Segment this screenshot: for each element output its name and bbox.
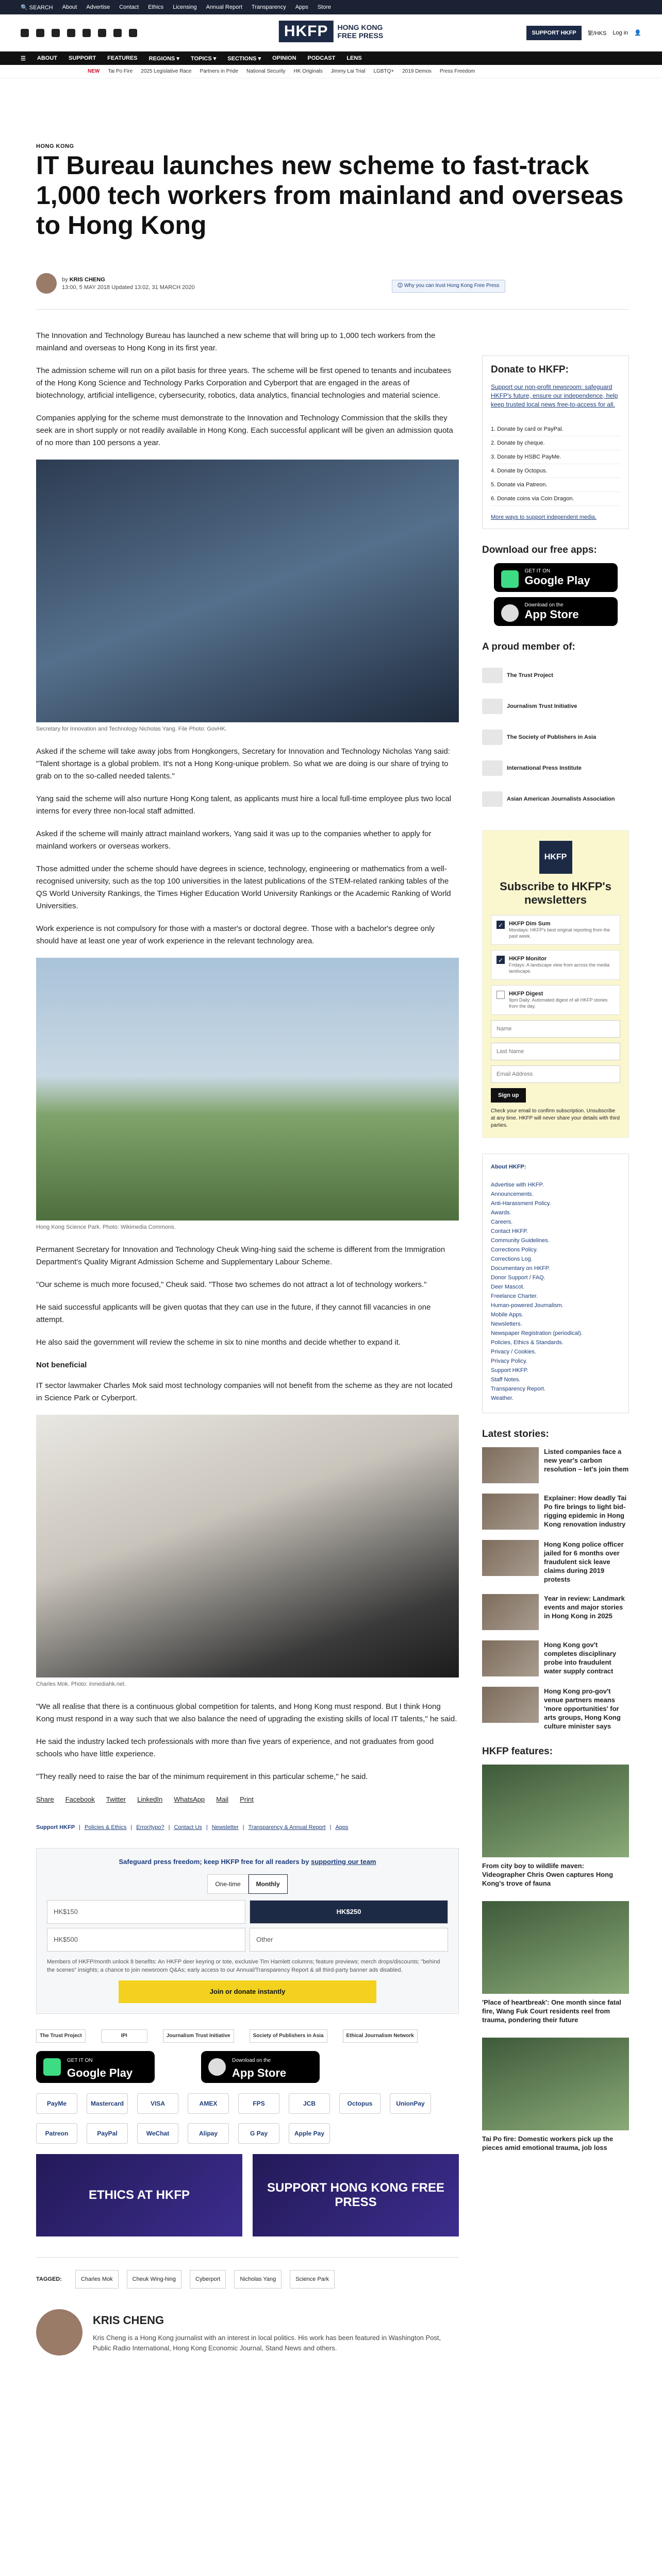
linkedin-icon[interactable] xyxy=(98,29,106,37)
badge-small-text: GET IT ON xyxy=(524,568,551,574)
subnav-item[interactable]: 2019 Demos xyxy=(402,69,432,74)
about-link[interactable]: Documentary on HKFP. xyxy=(491,1265,550,1272)
option-desc: Mondays: HKFP's best original reporting from the past week. xyxy=(509,927,610,939)
membership-description: Members of HKFP/month unlock 8 benefits: An HKFP deer keyring or tote, exclusive Tim Hamlett columns; feature previews; merch drops/discounts; "behind the scenes" insights; a chance to join newsroom Q&As; early access to our Annual/Transparency Report & all third-party banner ads disabled. xyxy=(47,1959,440,1973)
about-link[interactable]: Policies, Ethics & Standards. xyxy=(491,1340,564,1346)
app-badges xyxy=(36,2051,459,2083)
donate-option[interactable]: 2. Donate by cheque. xyxy=(491,436,620,450)
latest-stories xyxy=(482,1429,629,1731)
trust-link[interactable]: 🛈 Why you can trust Hong Kong Free Press xyxy=(392,280,505,293)
threads-icon[interactable] xyxy=(67,29,75,37)
badge-big-text: Google Play xyxy=(524,573,590,587)
photo-nicholas-yang xyxy=(36,460,459,722)
story-thumbnail xyxy=(482,1594,539,1630)
tag[interactable]: Cheuk Wing-hing xyxy=(127,2270,181,2289)
newsletter-logo: HKFP xyxy=(539,841,572,874)
newsletter-signup xyxy=(482,830,629,1138)
paragraph: Asked if the scheme will take away jobs from Hongkongers, Secretary for Innovation and Technology Nicholas Yang said: "Talent shortage is a global problem. It's not a Hong Kong-unique problem. So what we are doing is our share of trying to grab on to the so-called needed talents." xyxy=(36,747,450,781)
about-link[interactable]: Announcements. xyxy=(491,1191,534,1197)
subnav-item[interactable]: Tai Po Fire xyxy=(108,69,133,74)
payment-logo: AMEX xyxy=(188,2093,229,2114)
language-toggle[interactable]: 繁/HKS xyxy=(587,30,607,37)
share-twitter[interactable]: Twitter xyxy=(106,1795,126,1803)
option-name: HKFP Monitor xyxy=(509,956,547,962)
topbar-link-licensing[interactable]: Licensing xyxy=(173,4,197,10)
option-desc: Fridays: A landscape view from across the media landscape. xyxy=(509,962,610,974)
amount-option-other[interactable]: Other xyxy=(250,1928,448,1952)
author-bio: Kris Cheng is a Hong Kong journalist with an interest in local politics. His work has been featured in Washington Post, Public Radio International, Hong Kong Economic Journal, Stand News and others. xyxy=(93,2334,441,2352)
member-logo[interactable]: International Press Institute xyxy=(482,753,629,784)
about-link[interactable]: Community Guidelines. xyxy=(491,1238,550,1244)
feature-headline: Tai Po fire: Domestic workers pick up the pieces amid emotional trauma, job loss xyxy=(482,2135,614,2151)
nav-item-podcast[interactable]: PODCAST xyxy=(307,55,336,61)
payment-logo: G Pay xyxy=(238,2123,279,2144)
donation-heading xyxy=(47,1856,448,1868)
promo-banners xyxy=(36,2154,459,2236)
nav-item-opinion[interactable]: OPINION xyxy=(272,55,296,61)
option-name: HKFP Dim Sum xyxy=(509,921,551,927)
nav-item-features[interactable]: FEATURES xyxy=(107,55,138,61)
badge-small-text: Download on the xyxy=(524,602,564,608)
app-store-badge[interactable] xyxy=(201,2051,320,2083)
sopa-logo[interactable]: Society of Publishers in Asia xyxy=(250,2029,327,2043)
topbar-link-annual-report[interactable]: Annual Report xyxy=(206,4,242,10)
payment-logo: WeChat xyxy=(137,2123,178,2144)
story-thumbnail xyxy=(482,1640,539,1676)
subnav-item[interactable]: 2025 Legislative Race xyxy=(141,69,192,74)
error-typo-link[interactable]: Error/typo? xyxy=(136,1824,164,1831)
author-bio-box xyxy=(36,2309,459,2355)
ethics-promo[interactable]: ETHICS AT HKFP xyxy=(36,2154,242,2236)
sidebar-heading: Latest stories: xyxy=(482,1429,549,1439)
figure-science-park xyxy=(36,958,459,1231)
ipi-logo[interactable]: IPI xyxy=(101,2029,147,2043)
latest-story[interactable] xyxy=(482,1687,629,1731)
option-name: HKFP Digest xyxy=(509,991,543,997)
about-link[interactable]: Staff Notes. xyxy=(491,1377,521,1383)
contact-link[interactable]: Contact Us xyxy=(174,1824,202,1831)
sidebar-donate-card xyxy=(482,355,629,529)
google-play-icon xyxy=(43,2058,61,2076)
newsletter-option[interactable] xyxy=(491,950,620,980)
donation-heading-text: Safeguard press freedom; keep HKFP free for all readers by xyxy=(119,1858,309,1866)
subnav-item[interactable]: Jimmy Lai Trial xyxy=(330,69,366,74)
more-ways-link[interactable]: More ways to support independent media. xyxy=(491,514,597,520)
logo-mark: HKFP xyxy=(279,21,334,42)
about-link[interactable]: Corrections Policy. xyxy=(491,1247,538,1253)
frequency-toggle xyxy=(47,1874,448,1894)
hkfp-features xyxy=(482,1746,629,2152)
subnav-item[interactable]: National Security xyxy=(246,69,286,74)
newsletter-option[interactable] xyxy=(491,915,620,945)
payment-logo: FPS xyxy=(238,2093,279,2114)
about-links xyxy=(491,1179,620,1404)
about-link[interactable]: Privacy Policy. xyxy=(491,1358,527,1364)
member-logo[interactable]: Journalism Trust Initiative xyxy=(482,691,629,722)
checkbox[interactable]: ✓ xyxy=(496,921,505,929)
share-facebook[interactable]: Facebook xyxy=(65,1795,95,1803)
paragraph: "Our scheme is much more focused," Cheuk said. "Those two schemes do not attract a lot of technology workers." xyxy=(36,1280,427,1289)
payment-logo: JCB xyxy=(289,2093,330,2114)
article-title: IT Bureau launches new scheme to fast-track 1,000 tech workers from mainland and overseas to Hong Kong xyxy=(36,151,624,240)
youtube-icon[interactable] xyxy=(113,29,122,37)
figure-nicholas-yang xyxy=(36,460,459,733)
about-link[interactable]: Freelance Charter. xyxy=(491,1293,538,1299)
sidebar-heading: Download our free apps: xyxy=(482,545,597,555)
amount-option[interactable]: HK$150 xyxy=(47,1900,245,1924)
checkbox[interactable] xyxy=(496,991,505,999)
last-name-input[interactable] xyxy=(491,1043,620,1060)
amount-options xyxy=(47,1900,448,1952)
apps-link[interactable]: Apps xyxy=(335,1824,349,1831)
topbar-link-contact[interactable]: Contact xyxy=(119,4,139,10)
social-links xyxy=(21,29,137,37)
nav-item-about[interactable]: ABOUT xyxy=(37,55,57,61)
about-link[interactable]: Corrections Log. xyxy=(491,1256,533,1262)
nav-item-support[interactable]: SUPPORT xyxy=(68,55,96,61)
photo-caption: Hong Kong Science Park. Photo: Wikimedia Commons. xyxy=(36,1224,176,1230)
paragraph: Permanent Secretary for Innovation and Technology Cheuk Wing-hing said the scheme is different from the Immigration Department's Quality Migrant Admission Scheme and Supplementary Labour Scheme. xyxy=(36,1245,445,1266)
latest-list xyxy=(482,1447,629,1731)
payment-logo: VISA xyxy=(137,2093,178,2114)
photo-charles-mok xyxy=(36,1415,459,1677)
subnav-item[interactable]: Partners in Pride xyxy=(200,69,239,74)
payment-logo: UnionPay xyxy=(390,2093,431,2114)
transparency-link[interactable]: Transparency & Annual Report xyxy=(248,1824,326,1831)
about-hkfp-card xyxy=(482,1154,629,1413)
member-logo-icon xyxy=(482,760,503,776)
facebook-icon[interactable] xyxy=(21,29,29,37)
jti-logo[interactable]: Journalism Trust Initiative xyxy=(163,2029,234,2043)
author-link[interactable]: KRIS CHENG xyxy=(69,276,105,283)
newsletter-note: Check your email to confirm subscription. Unsubscribe at any time. HKFP will never share your details with third parties. xyxy=(491,1108,620,1128)
payment-logo: Octopus xyxy=(339,2093,380,2114)
latest-story[interactable] xyxy=(482,1640,629,1676)
author-avatar xyxy=(36,273,57,294)
account-icon[interactable]: 👤 xyxy=(634,30,641,36)
apple-icon xyxy=(208,2058,226,2076)
payment-logo: Apple Pay xyxy=(289,2123,330,2144)
payment-logo: Mastercard xyxy=(87,2093,128,2114)
about-link[interactable]: Newspaper Registration (periodical). xyxy=(491,1330,583,1336)
paragraph: "They really need to raise the bar of the minimum requirement in this particular scheme," he said. xyxy=(36,1772,368,1781)
amount-option-selected[interactable]: HK$250 xyxy=(250,1900,448,1924)
paragraph: "We all realise that there is a continuous global competition for talents, and Hong Kong must respond. But I think Hong Kong must respond in a way such that we also balance the need of upgrading the existing skills of local IT talents," he said. xyxy=(36,1702,457,1723)
by-label: by xyxy=(62,276,68,283)
about-link[interactable]: Mobile Apps. xyxy=(491,1312,523,1318)
support-links: Support HKFP | Policies & Ethics | Error/typo? | Contact Us | Newsletter | Transparency & Annual Report | Apps xyxy=(36,1821,459,1834)
proud-member xyxy=(482,641,629,815)
support-hkfp-link[interactable]: Support HKFP xyxy=(36,1824,75,1831)
subheading: Not beneficial xyxy=(36,1361,87,1369)
article-body xyxy=(36,330,459,2355)
payment-logo: Alipay xyxy=(188,2123,229,2144)
about-link[interactable]: Human-powered Journalism. xyxy=(491,1302,564,1309)
about-link[interactable]: Awards. xyxy=(491,1210,511,1216)
about-link[interactable]: Deer Mascot. xyxy=(491,1284,525,1290)
nav-item-lens[interactable]: LENS xyxy=(346,55,362,61)
feature-story[interactable] xyxy=(482,2038,629,2152)
feature-headline: From city boy to wildlife maven: Videographer Chris Owen captures Hong Kong's trove of fauna xyxy=(482,1862,614,1887)
donate-option[interactable]: 6. Donate coins via Coin Dragon. xyxy=(491,492,620,506)
member-logo[interactable]: Asian American Journalists Association xyxy=(482,784,629,815)
apple-icon xyxy=(501,604,519,622)
photo-science-park xyxy=(36,958,459,1221)
badge-small-text: GET IT ON xyxy=(67,2058,93,2063)
share-print[interactable]: Print xyxy=(240,1795,254,1803)
member-logo[interactable]: The Society of Publishers in Asia xyxy=(482,722,629,753)
sidebar-heading: About HKFP: xyxy=(491,1164,526,1170)
donate-option[interactable]: 1. Donate by card or PayPal. xyxy=(491,422,620,436)
login-link[interactable]: Log in xyxy=(613,29,628,36)
main-nav xyxy=(0,52,662,65)
email-input[interactable] xyxy=(491,1065,620,1083)
author-avatar xyxy=(36,2309,82,2355)
member-logo[interactable]: The Trust Project xyxy=(482,660,629,691)
feature-story[interactable] xyxy=(482,1765,629,1888)
sidebar-heading: HKFP features: xyxy=(482,1746,553,1757)
paragraph: He said the industry lacked tech professionals with more than five years of experience, and not graduates from good schools who have little experience. xyxy=(36,1737,434,1758)
search-link[interactable]: 🔍 SEARCH xyxy=(21,4,53,11)
section-label[interactable]: HONG KONG xyxy=(36,143,74,149)
topbar-link-store[interactable]: Store xyxy=(317,4,332,10)
app-store-badge[interactable] xyxy=(494,597,618,626)
donate-lead-link[interactable]: Support our non-profit newsroom: safeguard HKFP's future, ensure our independence, help keep trusted local news free-to-access for all. xyxy=(491,383,618,408)
bluesky-icon[interactable] xyxy=(82,29,91,37)
sidebar xyxy=(482,330,629,2165)
subnav-item[interactable]: Press Freedom xyxy=(439,69,475,74)
donate-option[interactable]: 3. Donate by HSBC PayMe. xyxy=(491,450,620,464)
badge-big-text: App Store xyxy=(524,607,579,621)
share-label: Share xyxy=(36,1795,54,1803)
policies-link[interactable]: Policies & Ethics xyxy=(85,1824,127,1831)
feature-thumbnail xyxy=(482,2038,629,2130)
story-thumbnail xyxy=(482,1494,539,1530)
author-name[interactable]: KRIS CHENG xyxy=(93,2314,164,2327)
story-headline: Hong Kong police officer jailed for 6 months over fraudulent sick leave claims during 2019 protests xyxy=(544,1540,624,1583)
support-promo[interactable]: SUPPORT HONG KONG FREE PRESS xyxy=(253,2154,459,2236)
sidebar-apps xyxy=(482,545,629,626)
divider xyxy=(36,309,629,310)
badge-big-text: App Store xyxy=(232,2066,287,2079)
story-headline: Explainer: How deadly Tai Po fire brings to light bid-rigging epidemic in Hong Kong renovation industry xyxy=(544,1494,627,1528)
tag[interactable]: Charles Mok xyxy=(75,2270,119,2289)
paragraph: Asked if the scheme will mainly attract mainland workers, Yang said it was up to the companies whether to apply for mainland workers or overseas workers. xyxy=(36,829,432,851)
nav-item-sections[interactable]: SECTIONS ▾ xyxy=(227,55,261,62)
feature-story[interactable] xyxy=(482,1901,629,2024)
photo-caption: Charles Mok. Photo: inmediahk.net. xyxy=(36,1681,126,1687)
feature-thumbnail xyxy=(482,1765,629,1857)
donation-widget xyxy=(36,1848,459,2014)
about-link[interactable]: Newsletters. xyxy=(491,1321,522,1327)
latest-story[interactable] xyxy=(482,1494,629,1530)
share-linkedin[interactable]: LinkedIn xyxy=(137,1795,163,1803)
payment-methods xyxy=(36,2093,459,2144)
freq-monthly[interactable]: Monthly xyxy=(249,1874,288,1894)
about-link[interactable]: Weather. xyxy=(491,1395,514,1401)
story-headline: Listed companies face a new year's carbon resolution – let's join them xyxy=(544,1448,629,1473)
paragraph: Companies applying for the scheme must demonstrate to the Innovation and Technology Commission that the skills they seek are in short supply or not readily available in Hong Kong. Each successful applicant will be given an admission quota of no more than 100 persons a year. xyxy=(36,414,453,447)
feature-thumbnail xyxy=(482,1901,629,1994)
paragraph: The admission scheme will run on a pilot basis for three years. The scheme will be first opened to tenants and incubatees of the Hong Kong Science and Technology Parks Corporation and Cyberport that are engaged in the areas of biotechnology, artificial intelligence, cybersecurity, robotics, data analytics, financial technologies and material science. xyxy=(36,366,452,400)
freq-one-time[interactable]: One-time xyxy=(207,1874,248,1894)
story-thumbnail xyxy=(482,1540,539,1576)
newsletter-heading: Subscribe to HKFP's newsletters xyxy=(500,880,611,906)
payment-logo: PayMe xyxy=(36,2093,77,2114)
paragraph: He also said the government will review the scheme in six to nine months and decide whether to expand it. xyxy=(36,1338,401,1347)
newsletter-link[interactable]: Newsletter xyxy=(211,1824,239,1831)
share-mail[interactable]: Mail xyxy=(216,1795,229,1803)
x-icon[interactable] xyxy=(36,29,44,37)
feature-headline: 'Place of heartbreak': One month since fatal fire, Wang Fuk Court residents reel from trauma, pondering their future xyxy=(482,1998,621,2024)
topbar-link-about[interactable]: About xyxy=(62,4,77,10)
feature-list xyxy=(482,1765,629,2152)
support-hkfp-button[interactable]: SUPPORT HKFP xyxy=(526,26,581,40)
google-play-icon xyxy=(501,570,519,588)
paragraph: Those admitted under the scheme should have degrees in science, technology, engineering or mathematics from a well-recognised university, such as the top 100 universities in the latest publications of the STEM-related ranking tables of the QS World University Rankings, the Times Higher Education World University Rankings or the Academic Ranking of World Universities. xyxy=(36,865,451,910)
trust-project-logo[interactable]: The Trust Project xyxy=(36,2029,86,2043)
join-donate-button[interactable]: Join or donate instantly xyxy=(119,1980,376,2003)
photo-caption: Secretary for Innovation and Technology Nicholas Yang. File Photo: GovHK. xyxy=(36,726,227,732)
paragraph: The Innovation and Technology Bureau has launched a new scheme that will bring up to 1,000 tech workers from the mainland and overseas to Hong Kong in its first year. xyxy=(36,331,436,352)
story-thumbnail xyxy=(482,1447,539,1483)
member-logo-icon xyxy=(482,791,503,807)
story-thumbnail xyxy=(482,1687,539,1723)
topbar-link-transparency[interactable]: Transparency xyxy=(251,4,286,10)
newsletter-option[interactable] xyxy=(491,985,620,1015)
payment-logo: PayPal xyxy=(87,2123,128,2144)
option-desc: 9pm Daily: Automated digest of all HKFP stories from the day. xyxy=(509,997,608,1009)
top-utility-bar xyxy=(0,0,662,14)
about-link[interactable]: Careers. xyxy=(491,1219,513,1225)
nav-item-topics[interactable]: TOPICS ▾ xyxy=(190,55,217,62)
name-input[interactable] xyxy=(491,1020,620,1038)
latest-story[interactable] xyxy=(482,1447,629,1483)
latest-story[interactable] xyxy=(482,1540,629,1584)
topbar-link-ethics[interactable]: Ethics xyxy=(148,4,164,10)
about-link[interactable]: Transparency Report. xyxy=(491,1386,545,1392)
paragraph: IT sector lawmaker Charles Mok said most technology companies will not benefit from the scheme as they are not located in Science Park or Cyberport. xyxy=(36,1381,453,1402)
byline xyxy=(36,273,195,294)
sidebar-heading: Donate to HKFP: xyxy=(491,364,569,375)
trending-subnav xyxy=(0,65,662,78)
topbar-link-advertise[interactable]: Advertise xyxy=(86,4,110,10)
donate-option[interactable]: 5. Donate via Patreon. xyxy=(491,478,620,492)
search-label: SEARCH xyxy=(29,4,53,11)
publish-date: 13:00, 5 MAY 2018 Updated 13:02, 31 MARCH 2020 xyxy=(62,284,195,291)
member-logo-icon xyxy=(482,668,503,683)
paragraph: He said successful applicants will be given quotas that they can use in the future, if they cannot fill vacancies in one attempt. xyxy=(36,1303,431,1324)
instagram-icon[interactable] xyxy=(52,29,60,37)
story-headline: Hong Kong gov't completes disciplinary probe into fraudulent water supply contract xyxy=(544,1641,617,1675)
about-link[interactable]: Privacy / Cookies. xyxy=(491,1349,537,1355)
payment-logo: Patreon xyxy=(36,2123,77,2144)
amount-option[interactable]: HK$500 xyxy=(47,1928,245,1952)
topbar-link-apps[interactable]: Apps xyxy=(295,4,308,10)
google-play-badge[interactable] xyxy=(494,563,618,592)
share-links xyxy=(36,1793,459,1806)
ejn-logo[interactable]: Ethical Journalism Network xyxy=(343,2029,418,2043)
member-logo-icon xyxy=(482,699,503,714)
footer-member-logos xyxy=(36,2029,459,2043)
share-whatsapp[interactable]: WhatsApp xyxy=(174,1795,205,1803)
tag[interactable]: Science Park xyxy=(290,2270,335,2289)
story-headline: Hong Kong pro-gov't venue partners means 'more opportunities' for arts groups, Hong Kong culture minister says xyxy=(544,1687,621,1730)
trust-label: Why you can trust Hong Kong Free Press xyxy=(404,283,500,289)
story-headline: Year in review: Landmark events and major stories in Hong Kong in 2025 xyxy=(544,1595,625,1620)
google-play-badge[interactable] xyxy=(36,2051,155,2083)
subnav-item[interactable]: HK Originals xyxy=(293,69,323,74)
paragraph: Work experience is not compulsory for those with a master's or doctoral degree. Those with a bachelor's degree only should have at least one year of work experience in the relevant technology area. xyxy=(36,924,435,945)
tag[interactable]: Cyberport xyxy=(190,2270,226,2289)
logo-text: HONG KONG FREE PRESS xyxy=(337,23,384,40)
donate-option[interactable]: 4. Donate by Octopus. xyxy=(491,464,620,478)
about-link[interactable]: Support HKFP. xyxy=(491,1367,528,1374)
about-link[interactable]: Advertise with HKFP. xyxy=(491,1182,544,1188)
new-badge: NEW xyxy=(88,69,100,74)
member-logo-icon xyxy=(482,730,503,745)
latest-story[interactable] xyxy=(482,1594,629,1630)
menu-icon[interactable]: ☰ xyxy=(21,55,26,62)
sidebar-heading: A proud member of: xyxy=(482,641,575,652)
badge-small-text: Download on the xyxy=(232,2058,271,2063)
tags-label: TAGGED: xyxy=(36,2276,62,2282)
about-link[interactable]: Anti-Harassment Policy. xyxy=(491,1200,551,1207)
badge-big-text: Google Play xyxy=(67,2066,133,2079)
article-tags xyxy=(36,2257,459,2289)
signup-button[interactable]: Sign up xyxy=(491,1088,526,1103)
about-link[interactable]: Donor Support / FAQ. xyxy=(491,1275,545,1281)
paragraph: Yang said the scheme will also nurture Hong Kong talent, as applicants must hire a local full-time employee plus two local interns for every three non-local staff admitted. xyxy=(36,794,452,816)
about-link[interactable]: Contact HKFP. xyxy=(491,1228,528,1234)
telegram-icon[interactable] xyxy=(129,29,137,37)
site-header xyxy=(0,14,662,52)
subnav-item[interactable]: LGBTQ+ xyxy=(373,69,394,74)
support-team-link[interactable]: supporting our team xyxy=(311,1858,376,1866)
tag[interactable]: Nicholas Yang xyxy=(234,2270,282,2289)
checkbox[interactable]: ✓ xyxy=(496,956,505,964)
nav-item-regions[interactable]: REGIONS ▾ xyxy=(148,55,179,62)
site-logo[interactable] xyxy=(279,21,383,42)
figure-charles-mok xyxy=(36,1415,459,1688)
